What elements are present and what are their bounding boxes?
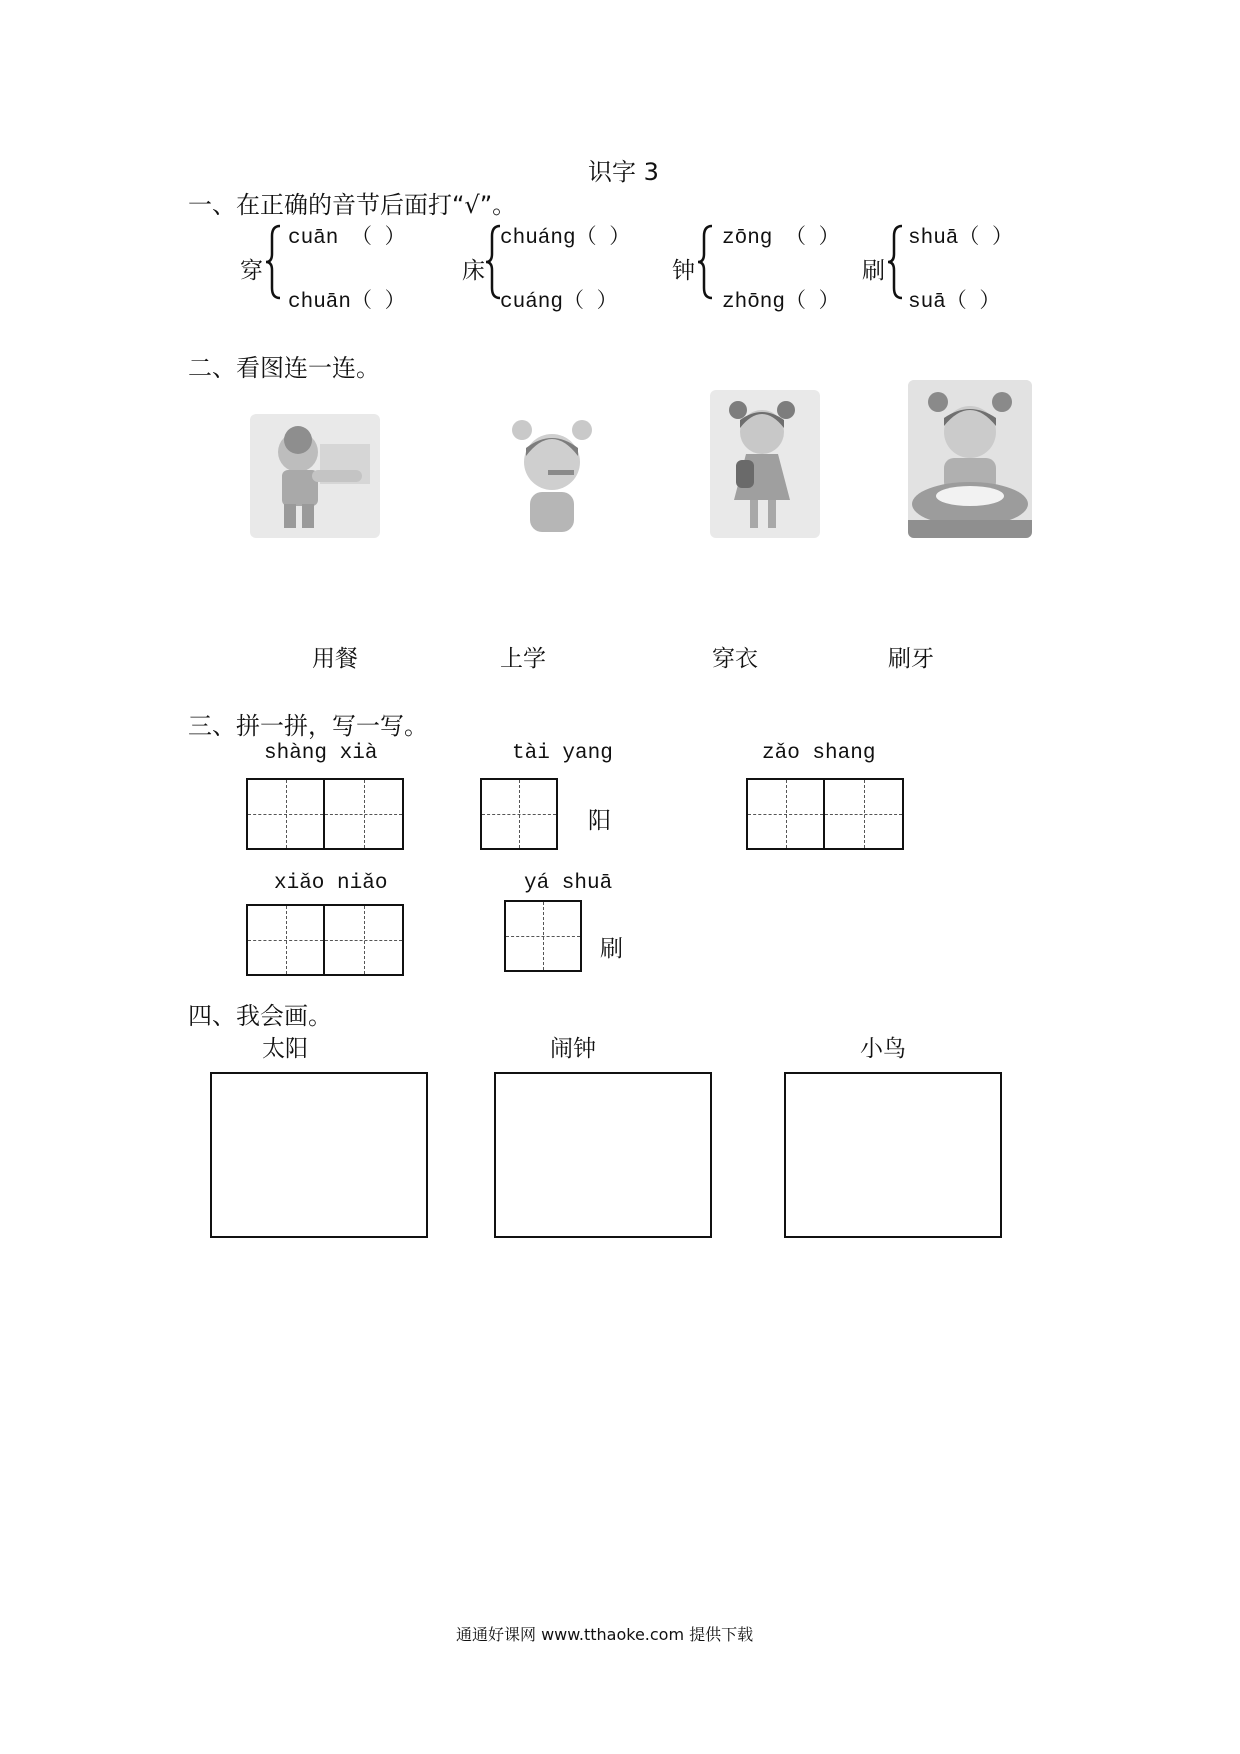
group-character: 钟: [672, 258, 695, 284]
section-2-heading: 二、看图连一连。: [188, 354, 380, 382]
girl-eating-picture: [908, 380, 1032, 538]
writing-grid[interactable]: [746, 778, 904, 850]
match-word[interactable]: 用餐: [312, 646, 358, 672]
syllable-option-top[interactable]: shuā（ ）: [908, 227, 1014, 250]
syllable-option-bottom[interactable]: zhōng（ ）: [722, 291, 840, 314]
boy-dressing-picture: [250, 414, 380, 538]
writing-grid[interactable]: [246, 904, 404, 976]
match-word[interactable]: 穿衣: [712, 646, 758, 672]
syllable-option-bottom[interactable]: cuáng（ ）: [500, 291, 618, 314]
pinyin-prompt: zǎo shang: [762, 742, 876, 765]
section-3-heading: 三、拼一拼，写一写。: [188, 712, 428, 740]
syllable-option-top[interactable]: chuáng（ ）: [500, 227, 631, 250]
given-character: 刷: [600, 936, 623, 962]
syllable-option-top[interactable]: cuān （ ）: [288, 227, 406, 250]
drawing-box-bird[interactable]: [784, 1072, 1002, 1238]
syllable-option-bottom[interactable]: chuān（ ）: [288, 291, 406, 314]
group-character: 床: [462, 258, 485, 284]
syllable-option-bottom[interactable]: suā（ ）: [908, 291, 1001, 314]
draw-label: 闹钟: [550, 1036, 596, 1062]
group-character: 刷: [862, 258, 885, 284]
footer-text: 通通好课网 www.tthaoke.com 提供下载: [456, 1625, 754, 1644]
section-4-heading: 四、我会画。: [188, 1002, 332, 1030]
writing-grid[interactable]: [504, 900, 582, 972]
draw-label: 太阳: [262, 1036, 308, 1062]
pinyin-prompt: yá shuā: [524, 872, 613, 895]
page-title: 识字 3: [588, 158, 659, 186]
match-word[interactable]: 上学: [500, 646, 546, 672]
syllable-option-top[interactable]: zōng （ ）: [722, 227, 840, 250]
girl-brushing-teeth-picture: [504, 410, 600, 534]
section-1-heading: 一、在正确的音节后面打“√”。: [188, 191, 517, 219]
brace-icon: [696, 224, 716, 300]
given-character: 阳: [588, 808, 611, 834]
pinyin-prompt: tài yang: [512, 742, 613, 765]
girl-going-to-school-picture: [710, 390, 820, 538]
writing-grid[interactable]: [246, 778, 404, 850]
brace-icon: [264, 224, 284, 300]
pinyin-prompt: xiǎo niǎo: [274, 872, 388, 895]
brace-icon: [886, 224, 906, 300]
group-character: 穿: [240, 258, 263, 284]
drawing-box-sun[interactable]: [210, 1072, 428, 1238]
drawing-box-alarm-clock[interactable]: [494, 1072, 712, 1238]
pinyin-prompt: shàng xià: [264, 742, 378, 765]
match-word[interactable]: 刷牙: [888, 646, 934, 672]
draw-label: 小鸟: [860, 1036, 906, 1062]
writing-grid[interactable]: [480, 778, 558, 850]
